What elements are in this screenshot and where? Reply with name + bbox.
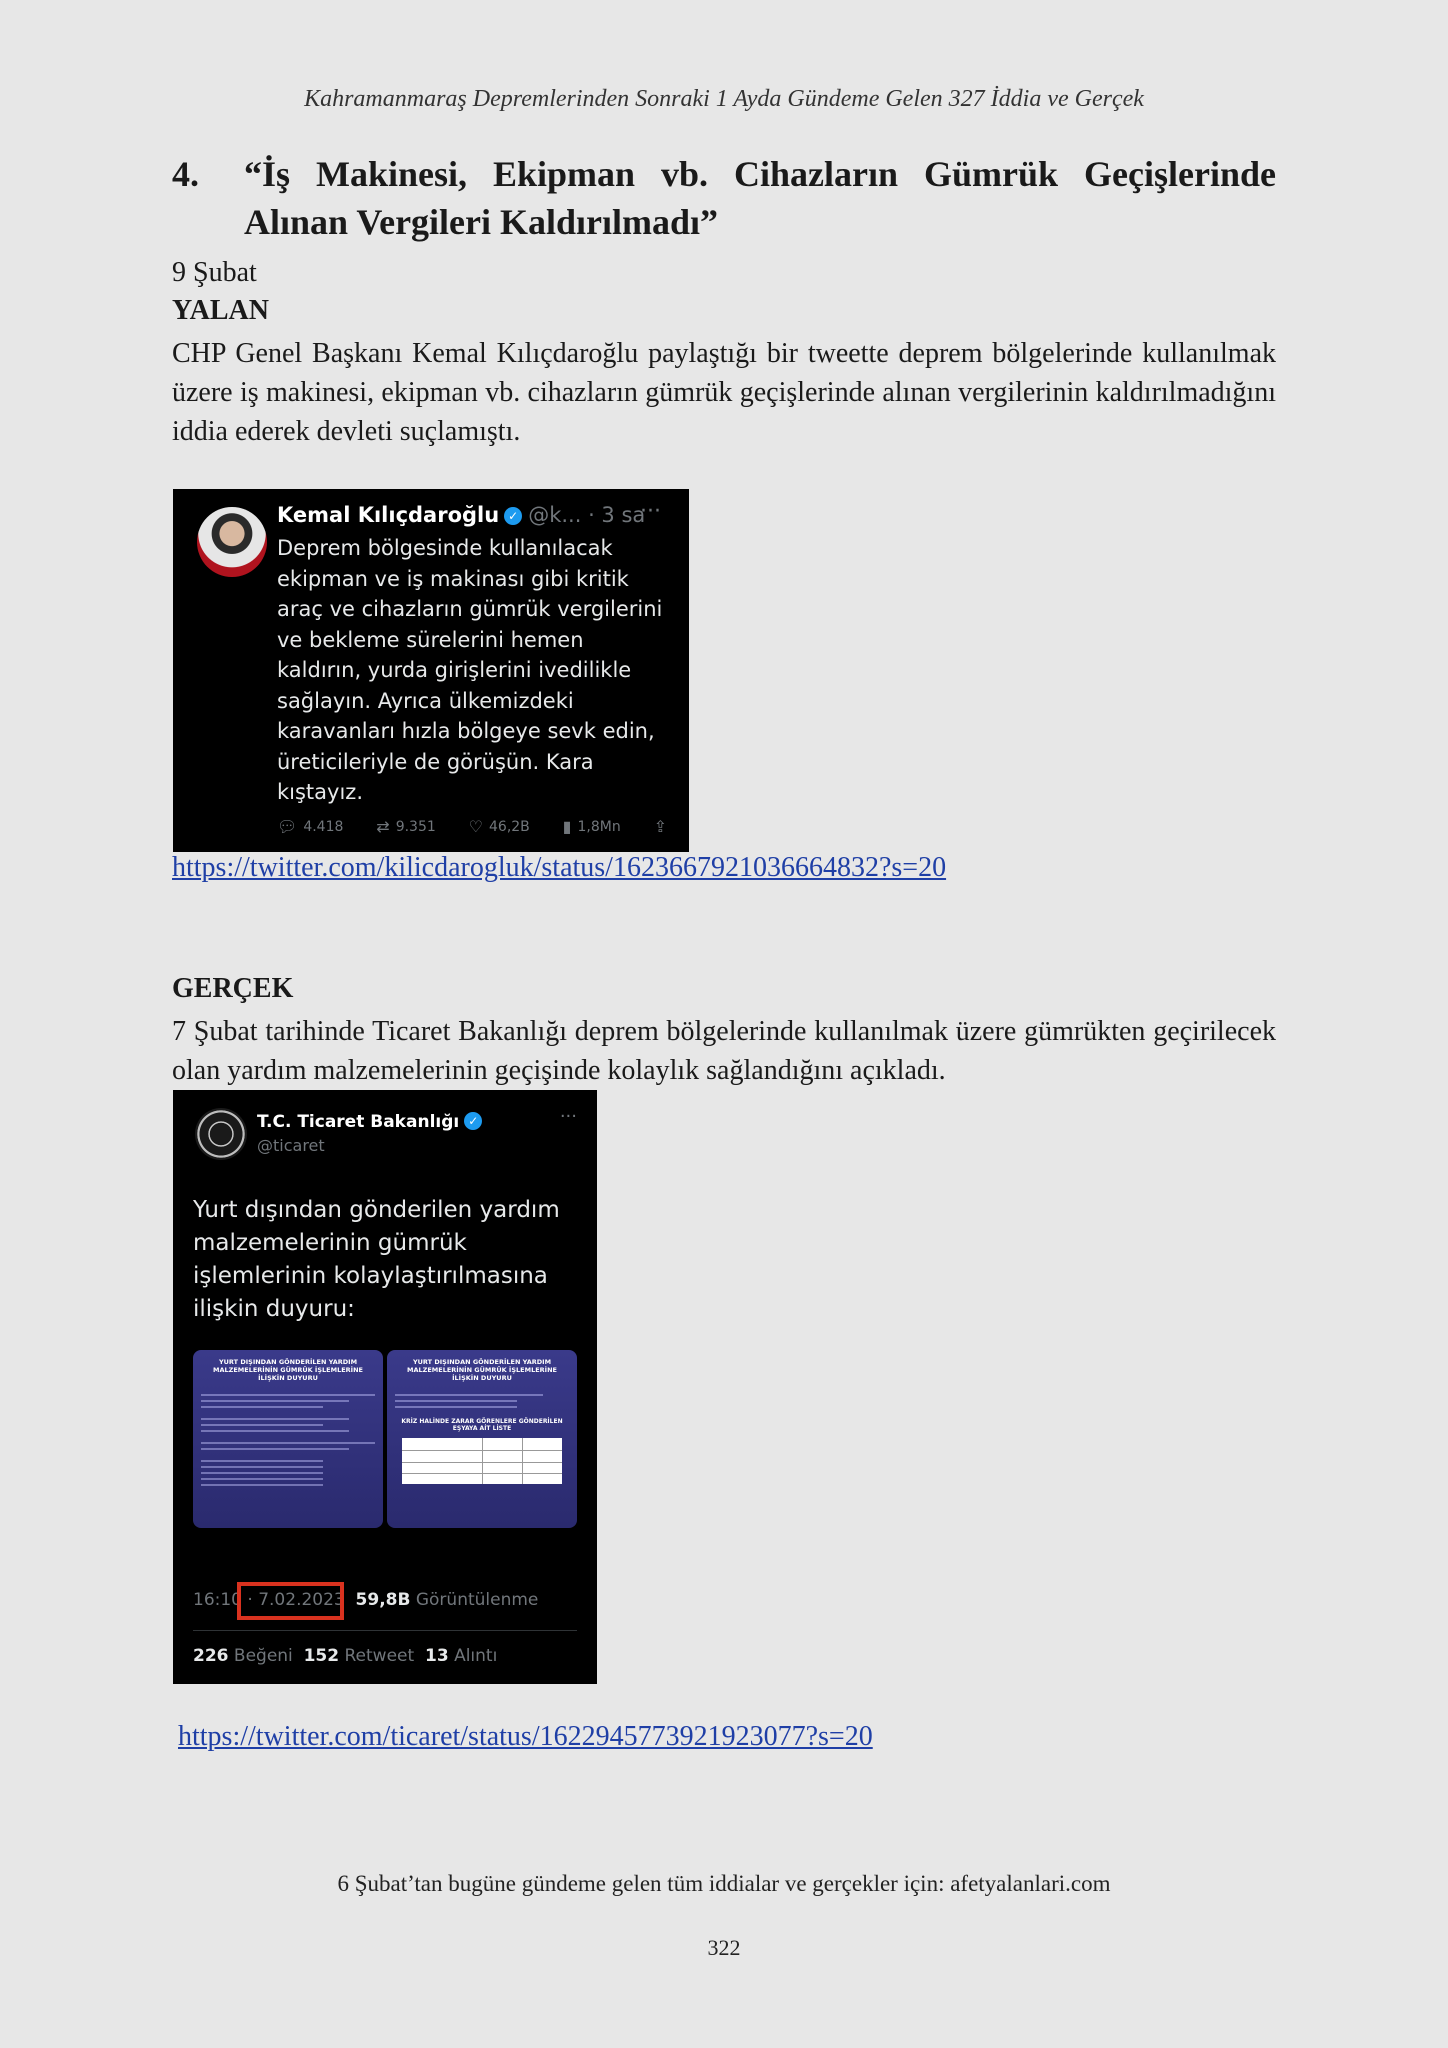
quotes-count: 13	[424, 1646, 449, 1666]
verified-badge-icon: ✓	[464, 1112, 482, 1130]
fact-text: 7 Şubat tarihinde Ticaret Bakanlığı deprem bölgelerinde kullanılmak üzere gümrükten geçirilecek olan yardım malzemelerinin geçişinde kolaylık sağlandığını açıkladı.	[172, 1016, 1276, 1086]
tweet-stats	[193, 1646, 497, 1666]
notice-title: YURT DIŞINDAN GÖNDERİLEN YARDIM MALZEMELERİNİN GÜMRÜK İŞLEMLERİNE İLİŞKİN DUYURU	[407, 1358, 557, 1382]
tweet-images	[193, 1350, 577, 1528]
retweets-count: 152	[303, 1646, 340, 1666]
like-icon: ♡	[468, 817, 483, 836]
notice-image-right	[387, 1350, 577, 1528]
avatar	[197, 507, 267, 577]
footer-note: 6 Şubat’tan bugüne gündeme gelen tüm iddialar ve gerçekler için: afetyalanlari.com	[337, 1871, 1111, 1896]
views-count: 59,8B	[355, 1590, 411, 1610]
retweet-count: 9.351	[395, 818, 436, 835]
like-count: 46,2B	[489, 818, 530, 835]
tweet-time: 16:10	[193, 1590, 242, 1610]
divider	[193, 1630, 577, 1631]
claim-date: 9 Şubat	[172, 257, 257, 288]
retweet-icon: ⇄	[376, 817, 390, 836]
tweet-text: Yurt dışından gönderilen yardım malzemelerinin gümrük işlemlerinin kolaylaştırılmasına ilişkin duyuru:	[193, 1197, 560, 1322]
reply-count: 4.418	[303, 818, 344, 835]
quotes-label: Alıntı	[454, 1646, 498, 1666]
claim-label: YALAN	[172, 295, 269, 326]
views-label: Görüntülenme	[415, 1590, 539, 1610]
date-highlight-box	[237, 1582, 344, 1620]
tweet-text: Deprem bölgesinde kullanılacak ekipman ve iş makinası gibi kritik araç ve cihazların gümrük vergilerini ve bekleme sürelerini hemen kaldırın, yurda girişlerini ivedilikle sağlayın. Ayrıca ülkemizdeki karavanları hızla bölgeye sevk edin, üreticileriyle de görüşün. Kara kıştayız.	[277, 536, 663, 804]
views-icon: ▮	[562, 817, 572, 836]
notice-title: YURT DIŞINDAN GÖNDERİLEN YARDIM MALZEMELERİNİN GÜMRÜK İŞLEMLERİNE İLİŞKİN DUYURU	[213, 1358, 363, 1382]
tweet-handle: @ticaret	[257, 1136, 325, 1155]
notice-image-left	[193, 1350, 383, 1528]
fact-label: GERÇEK	[172, 973, 294, 1004]
verified-badge-icon: ✓	[504, 507, 522, 525]
more-options-icon: ···	[559, 1106, 577, 1127]
fact-link[interactable]: https://twitter.com/ticaret/status/1622945773921923077?s=20	[178, 1721, 873, 1752]
tweet-author	[277, 503, 645, 527]
retweets-label: Retweet	[344, 1646, 415, 1666]
likes-label: Beğeni	[233, 1646, 293, 1666]
tweet-kilicdaroglu	[173, 489, 689, 852]
tweet-actions	[277, 817, 667, 836]
tweet-handle: @k... · 3 sa	[528, 503, 646, 527]
ministry-logo	[195, 1108, 247, 1160]
section-heading	[172, 150, 1276, 246]
likes-count: 226	[193, 1646, 229, 1666]
section-title: “İş Makinesi, Ekipman vb. Cihazların Gümrük Geçişlerinde Alınan Vergileri Kaldırılmadı”	[244, 154, 1276, 242]
claim-link[interactable]: https://twitter.com/kilicdarogluk/status/1623667921036664832?s=20	[172, 852, 947, 883]
notice-body	[395, 1394, 569, 1408]
page-number: 322	[707, 1935, 741, 1960]
notice-body	[201, 1394, 375, 1486]
section-number: 4.	[172, 154, 199, 194]
more-options-icon: ···	[640, 499, 661, 524]
tweet-ticaret	[173, 1090, 597, 1684]
running-header: Kahramanmaraş Depremlerinden Sonraki 1 Ayda Gündeme Gelen 327 İddia ve Gerçek	[304, 86, 1144, 112]
tweet-author	[257, 1112, 482, 1132]
tweet-author-name: Kemal Kılıçdaroğlu	[277, 503, 500, 527]
view-count: 1,8Mn	[577, 818, 621, 835]
tweet-author-name: T.C. Ticaret Bakanlığı	[257, 1112, 460, 1132]
notice-subtitle: KRİZ HALİNDE ZARAR GÖRENLERE GÖNDERİLEN EŞYAYA AİT LİSTE	[401, 1418, 563, 1432]
share-icon: ⇪	[653, 817, 667, 836]
notice-table	[402, 1438, 562, 1484]
tweet-date: · 7.02.2023	[247, 1590, 345, 1610]
reply-icon: 💬︎	[277, 817, 298, 836]
claim-text: CHP Genel Başkanı Kemal Kılıçdaroğlu paylaştığı bir tweette deprem bölgelerinde kullanılmak üzere iş makinesi, ekipman vb. cihazların gümrük geçişlerinde alınan vergilerinin kaldırılmadığını iddia ederek devleti suçlamıştı.	[172, 338, 1276, 447]
